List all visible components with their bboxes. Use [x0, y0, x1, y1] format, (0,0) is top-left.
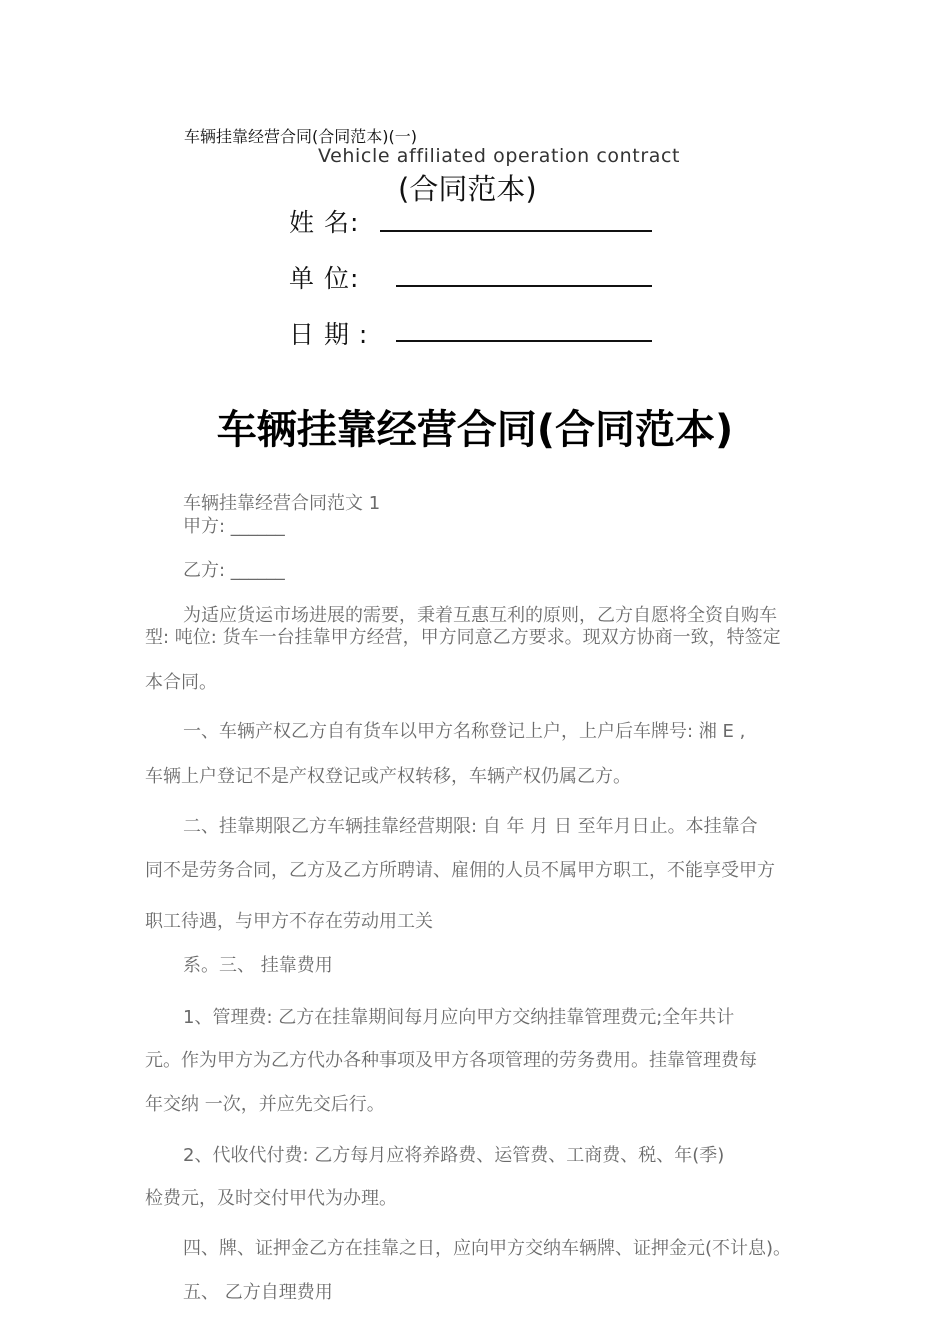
- date-field-line: [396, 340, 652, 342]
- fee-1-line-2: 元。作为甲方为乙方代办各种事项及甲方各项管理的劳务费用。挂靠管理费每: [145, 1050, 757, 1071]
- party-a-line: 甲方: ______: [183, 516, 285, 537]
- unit-field-line: [396, 285, 652, 287]
- name-field-label: 姓 名:: [289, 208, 360, 237]
- clause-2-line-2: 同不是劳务合同，乙方及乙方所聘请、雇佣的人员不属甲方职工，不能享受甲方: [145, 860, 775, 881]
- clause-1-line-2: 车辆上户登记不是产权登记或产权转移，车辆产权仍属乙方。: [145, 766, 631, 787]
- clause-2-line-1: 二、挂靠期限乙方车辆挂靠经营期限: 自 年 月 日 至年月日止。本挂靠合: [183, 816, 758, 837]
- contract-template-subtitle: (合同范本): [398, 172, 537, 206]
- unit-field-label: 单 位:: [289, 264, 360, 293]
- intro-line-2: 型: 吨位: 货车一台挂靠甲方经营，甲方同意乙方要求。现双方协商一致，特签定: [145, 627, 781, 648]
- template-number-line: 车辆挂靠经营合同范文 1: [183, 493, 381, 514]
- clause-2-line-3: 职工待遇，与甲方不存在劳动用工关: [145, 911, 433, 932]
- fee-1-line-1: 1、管理费: 乙方在挂靠期间每月应向甲方交纳挂靠管理费元;全年共计: [183, 1007, 735, 1028]
- party-b-line: 乙方: ______: [183, 560, 285, 581]
- clause-1-line-1: 一、车辆产权乙方自有货车以甲方名称登记上户，上户后车牌号: 湘 E ,: [183, 721, 746, 742]
- name-field-line: [380, 230, 652, 232]
- main-title: 车辆挂靠经营合同(合同范本): [216, 407, 734, 453]
- intro-line-1: 为适应货运市场进展的需要，秉着互惠互利的原则，乙方自愿将全资自购车: [183, 605, 777, 626]
- fee-1-line-3: 年交纳 一次，并应先交后行。: [145, 1094, 385, 1115]
- fee-2-line-1: 2、代收代付费: 乙方每月应将养路费、运管费、工商费、税、年(季): [183, 1145, 725, 1166]
- fee-2-line-2: 检费元，及时交付甲代为办理。: [145, 1188, 397, 1209]
- clause-5-heading: 五、 乙方自理费用: [183, 1282, 333, 1303]
- top-label: 车辆挂靠经营合同(合同范本)(一): [184, 127, 417, 146]
- date-field-label: 日 期 :: [289, 320, 369, 349]
- english-title: Vehicle affiliated operation contract: [318, 145, 681, 167]
- clause-4-line: 四、牌、证押金乙方在挂靠之日，应向甲方交纳车辆牌、证押金元(不计息)。: [183, 1238, 792, 1259]
- intro-line-3: 本合同。: [145, 672, 217, 693]
- clause-3-heading: 系。三、 挂靠费用: [183, 955, 333, 976]
